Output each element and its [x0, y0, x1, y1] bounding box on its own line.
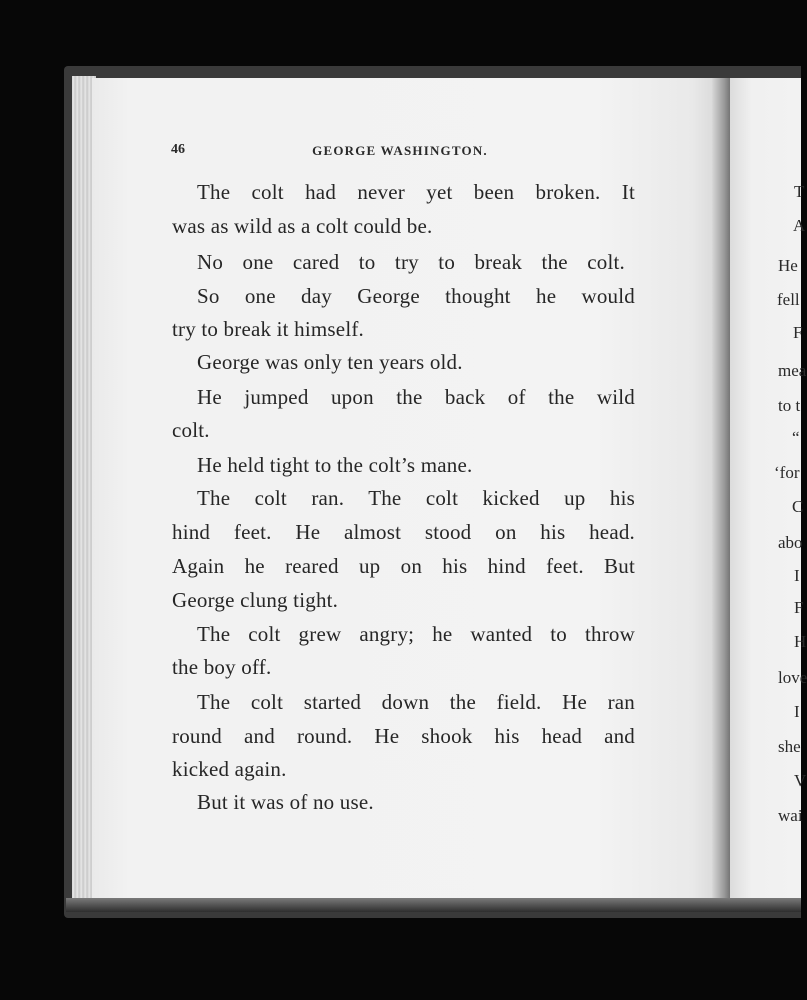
text-line: The colt grew angry; he wanted to throw — [197, 622, 635, 646]
text-line: was as wild as a colt could be. — [172, 214, 433, 238]
text-line: So one day George thought he would — [197, 284, 635, 308]
text-line: No one cared to try to break the colt. — [197, 250, 625, 274]
right-page-fragment: ‘for — [774, 463, 800, 482]
right-page-fragment: H — [794, 632, 807, 651]
text-line: The colt had never yet been broken. It — [197, 180, 635, 204]
right-page-fragment: I — [794, 566, 800, 585]
text-line: try to break it himself. — [172, 317, 365, 341]
right-page-fragment: “ — [792, 428, 800, 447]
right-page-fragment: T — [794, 182, 805, 201]
right-page-fragment: wai — [778, 806, 803, 825]
right-page-fragment: abo — [778, 533, 803, 552]
right-page-fragment: I — [794, 702, 800, 721]
text-line: He jumped upon the back of the wild — [197, 385, 635, 409]
text-line: The colt started down the field. He ran — [197, 690, 635, 714]
text-line: hind feet. He almost stood on his head. — [172, 520, 635, 544]
page-number: 46 — [171, 142, 185, 157]
right-page-fragment: F — [794, 598, 804, 617]
running-head: GEORGE WASHINGTON. — [312, 143, 488, 158]
text-line: He held tight to the colt’s mane. — [197, 453, 473, 477]
right-page-fragment: love — [778, 668, 807, 687]
right-page-fragment: F — [793, 323, 803, 342]
text-line: colt. — [172, 418, 210, 442]
text-line: the boy off. — [172, 655, 272, 679]
text-line: The colt ran. The colt kicked up his — [197, 486, 635, 510]
text-line: But it was of no use. — [197, 790, 374, 814]
right-page-fragment: A — [793, 216, 806, 235]
book-bottom-edge — [66, 898, 801, 912]
text-line: Again he reared up on his hind feet. But — [172, 554, 635, 578]
right-page-fragment: fell — [777, 290, 800, 309]
text-line: round and round. He shook his head and — [172, 724, 635, 748]
right-page-fragment: V — [794, 771, 807, 790]
text-line: kicked again. — [172, 757, 287, 781]
right-page-fragment: she — [778, 737, 801, 756]
right-page-fragment: mea — [778, 361, 807, 380]
text-line: George clung tight. — [172, 588, 339, 612]
right-page — [730, 78, 807, 908]
text-line: George was only ten years old. — [197, 350, 463, 374]
right-page-fragment: to t — [778, 396, 801, 415]
right-page-fragment: C — [792, 497, 804, 516]
right-page-fragment: He — [778, 256, 798, 275]
